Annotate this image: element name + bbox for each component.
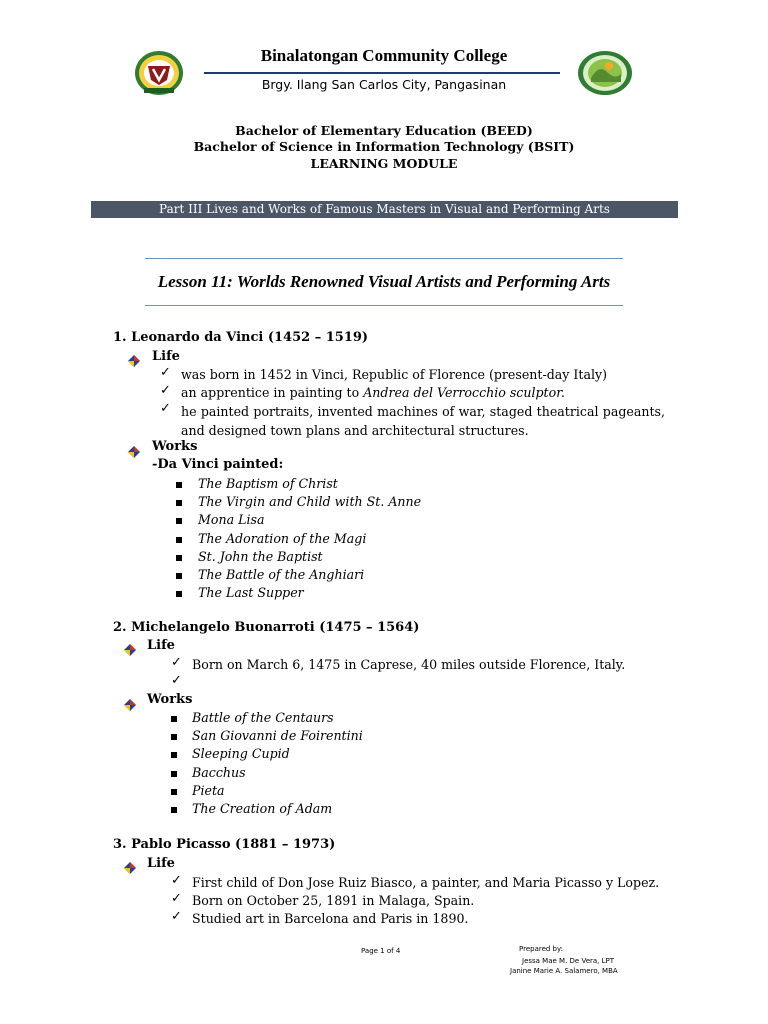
diamond-bullet-icon	[124, 641, 136, 653]
square-bullet-icon	[176, 555, 182, 561]
work-item: Bacchus	[192, 764, 246, 780]
module-label: LEARNING MODULE	[310, 156, 458, 171]
work-item: The Adoration of the Magi	[198, 530, 367, 546]
part-banner: Part III Lives and Works of Famous Masters in Visual and Performing Arts	[91, 201, 678, 218]
square-bullet-icon	[171, 716, 177, 722]
college-name: Binalatongan Community College	[260, 46, 508, 65]
check-icon: ✓	[171, 873, 182, 888]
life-item: an apprentice in painting to Andrea del Verrocchio sculptor.	[181, 385, 565, 400]
square-bullet-icon	[171, 734, 177, 740]
life-label: Life	[147, 638, 175, 653]
square-bullet-icon	[171, 771, 177, 777]
works-intro: -Da Vinci painted:	[152, 457, 284, 472]
work-item: The Creation of Adam	[192, 801, 333, 816]
preparer-name: Jessa Mae M. De Vera, LPT	[522, 957, 615, 965]
check-icon: ✓	[160, 383, 171, 398]
square-bullet-icon	[176, 500, 182, 506]
work-item: The Battle of the Anghiari	[198, 567, 365, 582]
program-bsit: Bachelor of Science in Information Technology (BSIT)	[193, 139, 575, 154]
square-bullet-icon	[176, 591, 182, 597]
work-item: The Last Supper	[198, 585, 304, 601]
diamond-bullet-icon	[124, 696, 136, 708]
check-icon: ✓	[171, 891, 182, 906]
life-item: First child of Don Jose Ruiz Biasco, a painter, and Maria Picasso y Lopez.	[192, 875, 660, 890]
life-item: was born in 1452 in Vinci, Republic of Florence (present-day Italy)	[181, 367, 608, 382]
life-label: Life	[152, 349, 180, 364]
artist-heading: 2. Michelangelo Buonarroti (1475 – 1564)	[113, 620, 420, 635]
square-bullet-icon	[171, 789, 177, 795]
check-icon: ✓	[160, 365, 171, 380]
diamond-bullet-icon	[128, 443, 140, 455]
square-bullet-icon	[171, 807, 177, 813]
life-item: Born on March 6, 1475 in Caprese, 40 miles outside Florence, Italy.	[192, 657, 626, 672]
lesson-bottom-rule	[145, 305, 623, 306]
square-bullet-icon	[176, 518, 182, 524]
work-item: Mona Lisa	[198, 512, 265, 528]
square-bullet-icon	[176, 573, 182, 579]
life-item: he painted portraits, invented machines of war, staged theatrical pageants, and designed town plans and architectural structures.	[181, 404, 665, 438]
check-icon: ✓	[171, 655, 182, 670]
diamond-bullet-icon	[124, 859, 136, 871]
page-number: Page 1 of 4	[361, 947, 401, 955]
city-seal-logo	[577, 50, 627, 96]
work-item: The Baptism of Christ	[198, 476, 338, 491]
artist-heading: 1. Leonardo da Vinci (1452 – 1519)	[113, 330, 369, 345]
prepared-by-label: Prepared by:	[519, 945, 563, 953]
preparer-name: Janine Marie A. Salamero, MBA	[510, 967, 618, 975]
work-item: Sleeping Cupid	[192, 746, 290, 762]
work-item: The Virgin and Child with St. Anne	[198, 494, 422, 510]
work-item: San Giovanni de Foirentini	[192, 728, 363, 744]
life-label: Life	[147, 856, 175, 871]
life-item: Born on October 25, 1891 in Malaga, Spain.	[192, 893, 475, 908]
square-bullet-icon	[171, 752, 177, 758]
lesson-top-rule	[145, 258, 623, 259]
works-label: Works	[147, 692, 193, 707]
check-icon: ✓	[171, 909, 182, 924]
life-item: Studied art in Barcelona and Paris in 1890.	[192, 911, 469, 926]
artist-heading: 3. Pablo Picasso (1881 – 1973)	[113, 837, 336, 852]
work-item: Battle of the Centaurs	[192, 710, 334, 725]
college-address: Brgy. Ilang San Carlos City, Pangasinan	[261, 77, 507, 92]
program-beed: Bachelor of Elementary Education (BEED)	[235, 123, 533, 138]
work-item: St. John the Baptist	[198, 548, 323, 564]
header-divider	[204, 72, 560, 74]
diamond-bullet-icon	[128, 352, 140, 364]
works-label: Works	[152, 439, 198, 454]
square-bullet-icon	[176, 537, 182, 543]
lesson-title: Lesson 11: Worlds Renowned Visual Artists and Performing Arts	[157, 272, 611, 291]
check-icon: ✓	[171, 673, 182, 688]
check-icon: ✓	[160, 401, 171, 416]
square-bullet-icon	[176, 482, 182, 488]
work-item: Pieta	[192, 782, 225, 798]
